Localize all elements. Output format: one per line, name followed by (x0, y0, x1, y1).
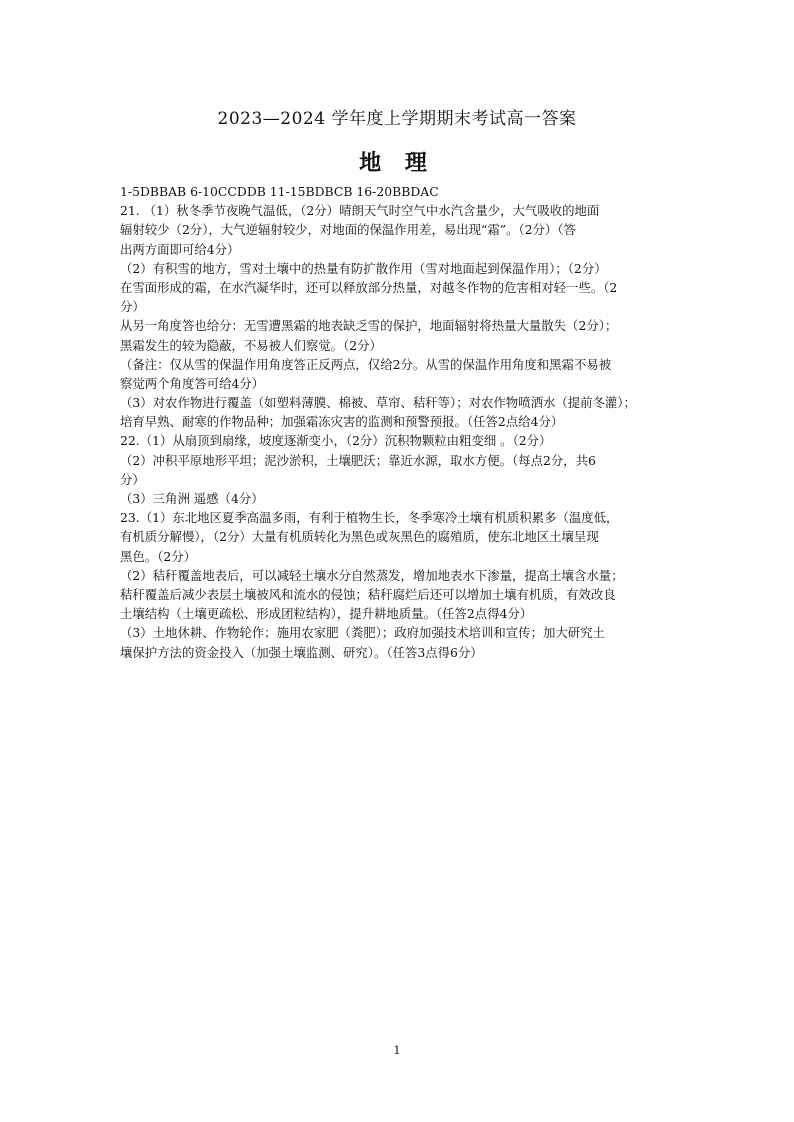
answer-line: 秸秆覆盖后减少表层土壤被风和流水的侵蚀；秸秆腐烂后还可以增加土壤有机质，有效改良 (120, 586, 616, 602)
answer-line: 分） (120, 299, 145, 315)
answer-line: 出两方面即可给4分） (120, 241, 240, 257)
page-number: 1 (393, 1044, 401, 1057)
answer-line: （备注：仅从雪的保温作用角度答正反两点，仅给2分。从雪的保温作用角度和黑霜不易被 (120, 356, 612, 372)
answer-line: 辐射较少（2分），大气逆辐射较少，对地面的保温作用差，易出现“霜”。（2分）（答 (120, 222, 576, 238)
answer-line: 22.（1）从扇顶到扇缘，坡度逐渐变小，（2分）沉积物颗粒由粗变细 。（2分） (120, 433, 552, 449)
answer-content (120, 182, 680, 662)
answer-line: 有机质分解慢），（2分）大量有机质转化为黑色或灰黑色的腐殖质，使东北地区土壤呈现 (120, 529, 599, 545)
answer-line: 在雪面形成的霜，在水汽凝华时，还可以释放部分热量，对越冬作物的危害相对轻一些。（2 (120, 279, 618, 295)
answer-line: 21. （1）秋冬季节夜晚气温低，（2分）晴朗天气时空气中水汽含量少，大气吸收的地面 (120, 203, 600, 219)
answer-line: （3）土地休耕、作物轮作；施用农家肥（粪肥）；政府加强技术培训和宣传；加大研究土 (120, 625, 605, 641)
answer-line: （3）对农作物进行覆盖（如塑料薄膜、棉被、草帘、秸秆等）；对农作物喷洒水（提前冬灌）； (120, 395, 636, 411)
answer-line: （2）秸秆覆盖地表后，可以减轻土壤水分自然蒸发，增加地表水下渗量，提高土壤含水量； (120, 567, 624, 583)
answer-line: 1-5DBBAB 6-10CCDDB 11-15BDBCB 16-20BBDAC (120, 184, 439, 199)
answer-line: 黑霜发生的较为隐蔽，不易被人们察觉。（2分） (120, 337, 382, 353)
answer-line: （2）冲积平原地形平坦；泥沙淤积，土壤肥沃；靠近水源，取水方便。（每点2分，共6 (120, 452, 596, 468)
answer-line: （3）三角洲 遥感（4分） (120, 491, 264, 506)
answer-line: 黑色。（2分） (120, 548, 197, 564)
document-title: 2023—2024 学年度上学期期末考试高一答案 (217, 109, 577, 129)
answer-line: 分） (120, 471, 145, 487)
answer-line: 察觉两个角度答可给4分） (120, 375, 265, 391)
answer-line: 培育早熟、耐寒的作物品种；加强霜冻灾害的监测和预警预报。（任答2点给4分） (120, 414, 564, 430)
answer-line: 从另一角度答也给分：无雪遭黑霜的地表缺乏雪的保护，地面辐射将热量大量散失（2分）； (120, 318, 618, 334)
subject-heading: 地 理 (359, 151, 435, 176)
answer-line: 壤保护方法的资金投入（加强土壤监测、研究）。（任答3点得6分） (120, 644, 483, 660)
answer-line: 23.（1）东北地区夏季高温多雨，有利于植物生长，冬季寒冷土壤有机质积累多（温度低， (120, 510, 619, 526)
answer-line: （2）有积雪的地方，雪对土壤中的热量有防扩散作用（雪对地面起到保温作用）；（2分） (120, 260, 607, 276)
answer-line: 土壤结构（土壤更疏松、形成团粒结构），提升耕地质量。（任答2点得4分） (120, 606, 533, 622)
